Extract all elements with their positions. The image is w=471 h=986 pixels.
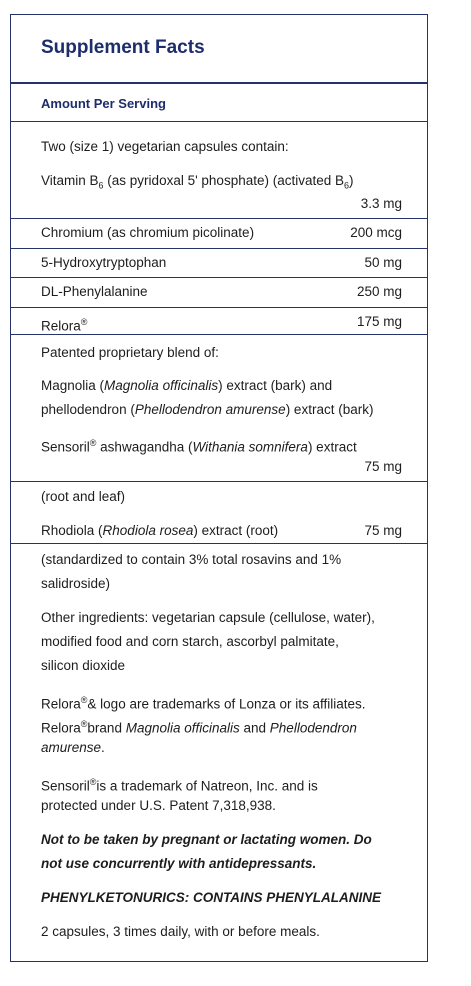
other-ingredients-line-2: modified food and corn starch, ascorbyl palmitate, [41, 634, 339, 649]
supplement-facts-panel [10, 14, 428, 962]
directions: 2 capsules, 3 times daily, with or before meals. [41, 924, 320, 939]
blend-header: Patented proprietary blend of: [41, 345, 219, 360]
warning-line-2: not use concurrently with antidepressants. [41, 856, 317, 871]
chromium-amount: 200 mcg [350, 225, 402, 240]
panel-title: Supplement Facts [41, 37, 205, 58]
other-ingredients-line-1: Other ingredients: vegetarian capsule (cellulose, water), [41, 610, 375, 625]
root-and-leaf: (root and leaf) [41, 489, 126, 504]
relora-trademark-line-1: Relora®& logo are trademarks of Lonza or its affiliates. [41, 695, 366, 712]
divider [11, 543, 427, 544]
amount-per-serving-heading: Amount Per Serving [41, 96, 166, 111]
divider [11, 277, 427, 278]
standardized-line-1: (standardized to contain 3% total rosavins and 1% [41, 552, 342, 567]
title-box [11, 15, 427, 84]
divider [11, 121, 427, 122]
magnolia-line-1: Magnolia (Magnolia officinalis) extract (bark) and [41, 378, 333, 393]
relora-trademark-line-2: Relora®brand Magnolia officinalis and Phellodendron [41, 719, 357, 736]
pku-warning: PHENYLKETONURICS: CONTAINS PHENYLALANINE [41, 890, 382, 905]
chromium-name: Chromium (as chromium picolinate) [41, 225, 255, 240]
sensoril-trademark-line-1: Sensoril®is a trademark of Natreon, Inc. and is [41, 777, 318, 794]
divider [11, 334, 427, 335]
rhodiola-amount: 75 mg [364, 523, 402, 538]
relora-trademark-line-3: amurense. [41, 740, 105, 755]
relora-amount: 175 mg [356, 314, 402, 329]
hydroxytryptophan-amount: 50 mg [364, 255, 402, 270]
dl-phenylalanine-amount: 250 mg [356, 284, 402, 299]
sensoril-trademark-line-2: protected under U.S. Patent 7,318,938. [41, 798, 276, 813]
relora-name: Relora® [41, 317, 88, 334]
other-ingredients-line-3: silicon dioxide [41, 658, 126, 673]
divider [11, 218, 427, 219]
magnolia-line-2: phellodendron (Phellodendron amurense) extract (bark) [41, 402, 374, 417]
serving-intro: Two (size 1) vegetarian capsules contain: [41, 139, 289, 154]
divider [11, 481, 427, 482]
divider [11, 248, 427, 249]
sensoril-name: Sensoril® ashwagandha (Withania somnifera) extract [41, 438, 357, 455]
standardized-line-2: salidroside) [41, 576, 111, 591]
sensoril-amount: 75 mg [364, 459, 402, 474]
vitamin-b6-amount: 3.3 mg [360, 196, 402, 211]
rhodiola-name: Rhodiola (Rhodiola rosea) extract (root) [41, 523, 279, 538]
vitamin-b6-name: Vitamin $B_6$ (as pyridoxal 5' phosphate) (activated $B_6$) [41, 173, 354, 191]
warning-line-1: Not to be taken by pregnant or lactating women. Do [41, 832, 372, 847]
hydroxytryptophan-name: 5-Hydroxytryptophan [41, 255, 167, 270]
dl-phenylalanine-name: DL-Phenylalanine [41, 284, 148, 299]
divider [11, 307, 427, 308]
